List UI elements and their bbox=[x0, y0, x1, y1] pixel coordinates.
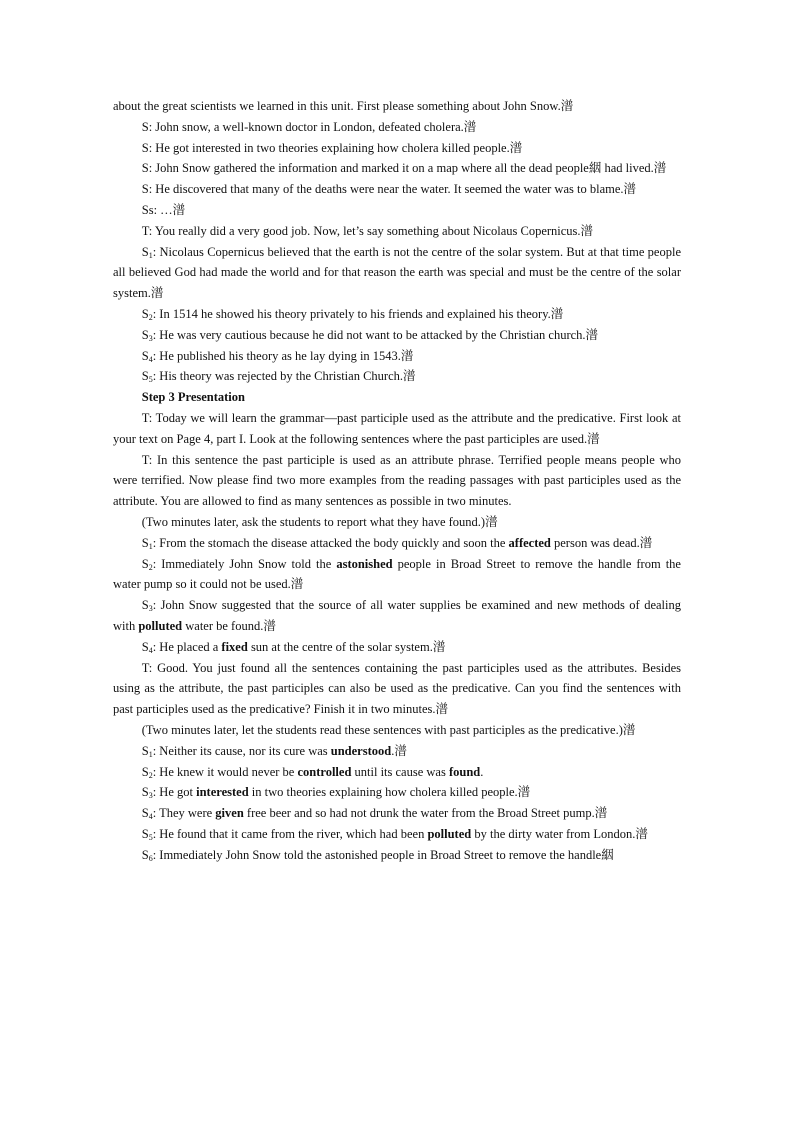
speaker-label: S bbox=[141, 847, 149, 862]
paragraph: S: He discovered that many of the deaths were near the water. It seemed the water was to blame.潽 bbox=[141, 182, 637, 197]
speaker-subscript: 4 bbox=[148, 645, 153, 655]
paragraph-text: sun at the centre of the solar system.潽 bbox=[247, 639, 446, 654]
paragraph-text: .潽 bbox=[391, 743, 407, 758]
speaker-subscript: 5 bbox=[148, 375, 153, 385]
paragraph bbox=[113, 824, 681, 845]
speaker-subscript: 5 bbox=[148, 832, 153, 842]
speaker-subscript: 1 bbox=[148, 541, 153, 551]
paragraph-text: : He published his theory as he lay dying in 1543.潽 bbox=[152, 348, 414, 363]
paragraph-text: : In 1514 he showed his theory privately to his friends and explained his theory.潽 bbox=[152, 306, 564, 321]
speaker-label: S bbox=[141, 327, 149, 342]
paragraph bbox=[113, 242, 681, 304]
paragraph-text: . bbox=[480, 764, 484, 779]
paragraph: T: You really did a very good job. Now, let’s say something about Nicolaus Copernicus.潽 bbox=[141, 223, 594, 238]
bold-word: given bbox=[215, 806, 244, 821]
speaker-label: S bbox=[141, 764, 149, 779]
speaker-subscript: 1 bbox=[148, 250, 153, 260]
speaker-label: S bbox=[141, 826, 149, 841]
paragraph-text: : He found that it came from the river, which had been bbox=[152, 826, 428, 841]
speaker-subscript: 4 bbox=[148, 812, 153, 822]
paragraph: T: In this sentence the past participle is used as an attribute phrase. Terrified people means people who were terrified. Now please find two more examples from the reading passages with past participles used as the attribute. You are allowed to find as many sentences as possible in two minutes. bbox=[113, 452, 681, 509]
speaker-label: S bbox=[141, 785, 149, 800]
speaker-label: S bbox=[141, 306, 149, 321]
speaker-subscript: 2 bbox=[148, 770, 153, 780]
paragraph bbox=[113, 533, 681, 554]
bold-word: fixed bbox=[221, 639, 248, 654]
paragraph: S: John snow, a well-known doctor in London, defeated cholera.潽 bbox=[141, 119, 477, 134]
paragraph-text: : He got bbox=[152, 785, 197, 800]
paragraph bbox=[113, 845, 681, 866]
paragraph-text: until its cause was bbox=[351, 764, 449, 779]
paragraph-text: : He knew it would never be bbox=[152, 764, 298, 779]
speaker-label: S bbox=[141, 743, 149, 758]
paragraph bbox=[113, 762, 681, 783]
speaker-label: S bbox=[141, 348, 149, 363]
paragraph: S: He got interested in two theories explaining how cholera killed people.潽 bbox=[141, 140, 523, 155]
paragraph bbox=[113, 554, 681, 596]
speaker-subscript: 3 bbox=[148, 604, 153, 614]
paragraph bbox=[113, 346, 681, 367]
section-heading: Step 3 Presentation bbox=[141, 390, 245, 405]
document-page bbox=[113, 96, 681, 865]
speaker-subscript: 3 bbox=[148, 791, 153, 801]
bold-word: controlled bbox=[297, 764, 352, 779]
paragraph: (Two minutes later, ask the students to report what they have found.)潽 bbox=[141, 514, 498, 529]
paragraph bbox=[113, 637, 681, 658]
paragraph-text: water be found.潽 bbox=[182, 618, 276, 633]
bold-word: affected bbox=[508, 535, 551, 550]
speaker-label: S bbox=[141, 806, 149, 821]
paragraph-text: by the dirty water from London.潽 bbox=[471, 826, 648, 841]
paragraph-text: : He placed a bbox=[152, 639, 222, 654]
paragraph-text: : Immediately John Snow told the astonished people in Broad Street to remove the handle絪 bbox=[152, 847, 614, 862]
paragraph: T: Today we will learn the grammar—past participle used as the attribute and the predicative. First look at your text on Page 4, part I. Look at the following sentences where the past participles are used.潽 bbox=[113, 410, 681, 446]
paragraph bbox=[113, 741, 681, 762]
speaker-label: S bbox=[141, 556, 149, 571]
paragraph: Ss: …潽 bbox=[141, 202, 186, 217]
bold-word: polluted bbox=[427, 826, 472, 841]
speaker-label: S bbox=[141, 369, 149, 384]
bold-word: astonished bbox=[336, 556, 393, 571]
paragraph bbox=[113, 325, 681, 346]
paragraph-text: person was dead.潽 bbox=[550, 535, 653, 550]
paragraph-text: : Nicolaus Copernicus believed that the earth is not the centre of the solar system. But at that time people all believed God had made the world and for that reason the earth was special and must be the centre of the solar system.潽 bbox=[113, 244, 681, 301]
paragraph bbox=[113, 304, 681, 325]
paragraph-text: : His theory was rejected by the Christian Church.潽 bbox=[152, 369, 416, 384]
paragraph: T: Good. You just found all the sentences containing the past participles used as the attributes. Besides using as the attribute, the past participles can also be used as the predicative. Can you find the sentences with past participles used as the predicative? Finish it in two minutes.潽 bbox=[113, 660, 681, 717]
paragraph: about the great scientists we learned in this unit. First please something about John Snow.潽 bbox=[113, 99, 574, 113]
paragraph-text: : Immediately John Snow told the bbox=[152, 556, 337, 571]
paragraph-text: people in Broad Street to remove the handle from the water pump so it could not be used.潽 bbox=[113, 556, 681, 592]
speaker-label: S bbox=[141, 244, 149, 259]
paragraph-text: : They were bbox=[152, 806, 216, 821]
paragraph-text: in two theories explaining how cholera killed people.潽 bbox=[248, 785, 531, 800]
bold-word: interested bbox=[196, 785, 249, 800]
bold-word: understood bbox=[330, 743, 392, 758]
speaker-subscript: 2 bbox=[148, 312, 153, 322]
speaker-subscript: 6 bbox=[148, 853, 153, 863]
paragraph: (Two minutes later, let the students read these sentences with past participles as the predicative.)潽 bbox=[141, 722, 636, 737]
paragraph-text: : Neither its cause, nor its cure was bbox=[152, 743, 331, 758]
paragraph-text: free beer and so had not drunk the water from the Broad Street pump.潽 bbox=[243, 806, 608, 821]
speaker-label: S bbox=[141, 639, 149, 654]
paragraph-text: : He was very cautious because he did not want to be attacked by the Christian church.潽 bbox=[152, 327, 599, 342]
speaker-label: S bbox=[141, 535, 149, 550]
paragraph bbox=[113, 803, 681, 824]
bold-word: polluted bbox=[138, 618, 183, 633]
paragraph bbox=[113, 595, 681, 637]
bold-word: found bbox=[448, 764, 481, 779]
paragraph-text: : John Snow suggested that the source of all water supplies be examined and new methods of dealing with bbox=[113, 598, 681, 633]
speaker-label: S bbox=[141, 598, 149, 613]
speaker-subscript: 3 bbox=[148, 333, 153, 343]
speaker-subscript: 4 bbox=[148, 354, 153, 364]
paragraph bbox=[113, 782, 681, 803]
speaker-subscript: 2 bbox=[148, 562, 153, 572]
paragraph-text: : From the stomach the disease attacked the body quickly and soon the bbox=[152, 535, 509, 550]
paragraph: S: John Snow gathered the information and marked it on a map where all the dead people絪 had lived.潽 bbox=[141, 161, 667, 176]
speaker-subscript: 1 bbox=[148, 749, 153, 759]
paragraph bbox=[113, 366, 681, 387]
